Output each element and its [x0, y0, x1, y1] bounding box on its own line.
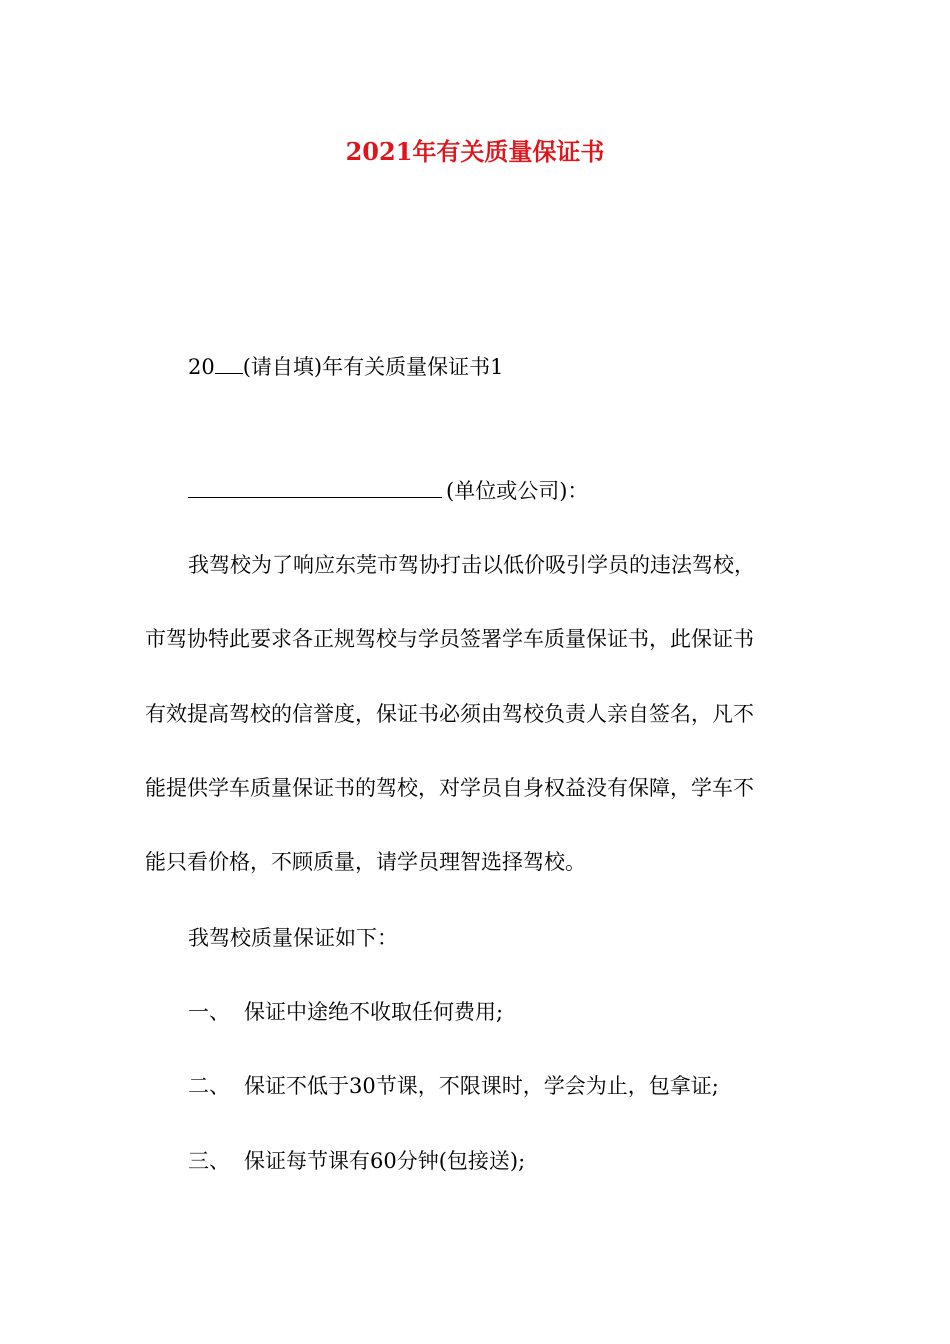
body-line-4: 能提供学车质量保证书的驾校，对学员自身权益没有保障，学车不 [145, 776, 754, 800]
addressee-text: (单位或公司)： [446, 479, 589, 503]
body-line-2: 市驾协特此要求各正规驾校与学员签署学车质量保证书，此保证书 [145, 627, 754, 651]
subtitle-suffix: (请自填)年有关质量保证书1 [242, 355, 504, 379]
subtitle-line [188, 352, 503, 382]
addressee-line [188, 476, 588, 506]
document-title: 2021年有关质量保证书 [345, 137, 605, 166]
addressee-blank [188, 477, 442, 498]
body-line-5: 能只看价格，不顾质量，请学员理智选择驾校。 [145, 850, 586, 874]
body-line-3: 有效提高驾校的信誉度，保证书必须由驾校负责人亲自签名，凡不 [145, 702, 754, 726]
list-item-text: 保证每节课有60分钟(包接送); [244, 1149, 526, 1173]
list-item-text: 保证中途绝不收取任何费用; [244, 1000, 504, 1024]
list-item-number: 三、 [188, 1149, 230, 1173]
year-blank [215, 353, 243, 374]
body-line-1: 我驾校为了响应东莞市驾协打击以低价吸引学员的违法驾校， [188, 553, 755, 577]
list-item-2 [188, 1071, 719, 1101]
subtitle-prefix: 20 [188, 355, 215, 379]
list-item-number: 二、 [188, 1074, 230, 1098]
list-item-3 [188, 1146, 525, 1176]
list-intro: 我驾校质量保证如下： [188, 926, 398, 950]
list-item-number: 一、 [188, 1000, 230, 1024]
list-item-1 [188, 997, 503, 1027]
list-item-text: 保证不低于30节课，不限课时，学会为止，包拿证; [244, 1074, 719, 1098]
